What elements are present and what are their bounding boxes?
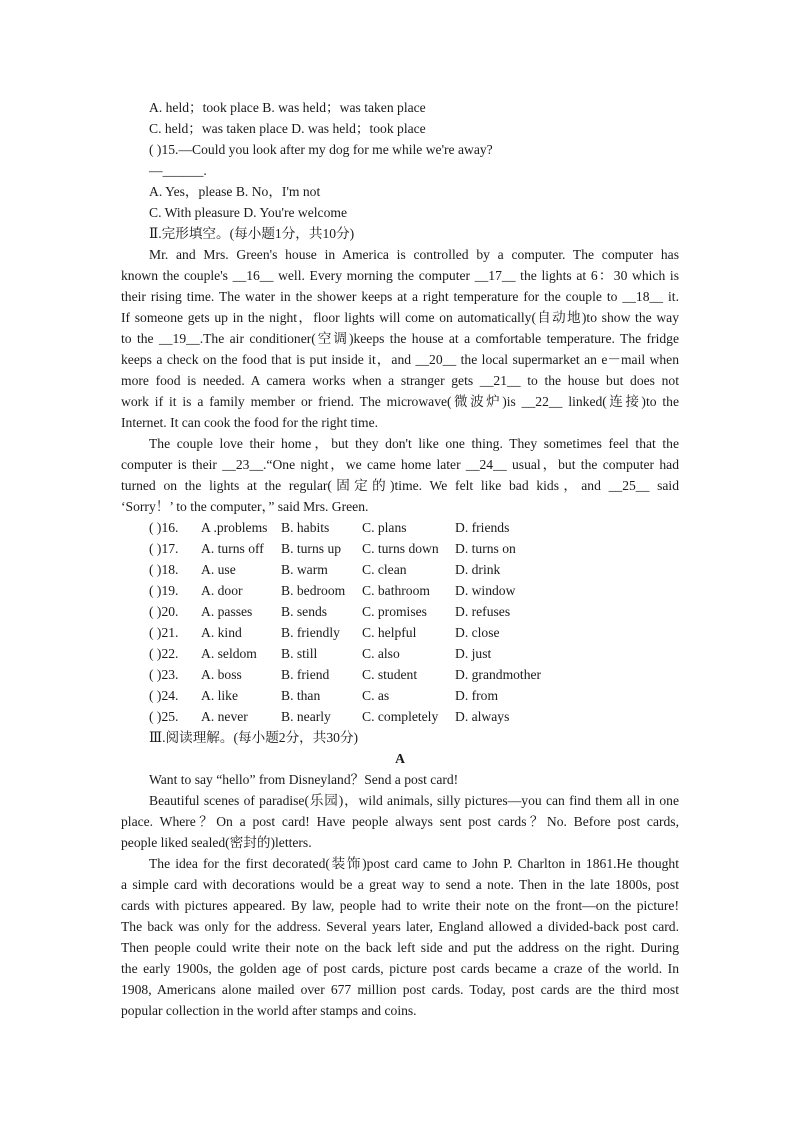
question-row <box>121 601 679 622</box>
reading-line: 1908, Americans alone mailed over 677 million post cards. Today, post cards are the third most <box>121 982 679 997</box>
option-c: C. as <box>362 688 390 703</box>
option-d: D. refuses <box>455 604 511 619</box>
question-number: ( )23. <box>149 667 179 682</box>
option-b: B. bedroom <box>281 583 346 598</box>
passage-line: keeps a check on the food that is put inside it，and __20__ the local supermarket an e－mail when <box>121 352 679 367</box>
question-number: ( )16. <box>149 520 179 535</box>
option-b: B. than <box>281 688 321 703</box>
option-b: B. nearly <box>281 709 331 724</box>
option-d: D. just <box>455 646 492 661</box>
reading-line: Beautiful scenes of paradise(乐园)，wild animals, silly pictures—you can find them all in one <box>149 793 679 808</box>
passage-line: more food is needed. A camera works when a stranger gets __21__ to the house but does not <box>121 373 679 388</box>
option-b: B. friend <box>281 667 330 682</box>
option-d: D. drink <box>455 562 501 577</box>
question-row <box>121 706 679 727</box>
option-c: C. turns down <box>362 541 439 556</box>
passage-line: work if it is a family member or friend. The microwave(微波炉)is __22__ linked(连接)to the <box>121 394 679 409</box>
option-a: A. like <box>201 688 238 703</box>
option-c: C. clean <box>362 562 407 577</box>
option-b: B. friendly <box>281 625 340 640</box>
option-c: C. promises <box>362 604 427 619</box>
question-row <box>121 664 679 685</box>
option-line: A. held；took place B. was held；was taken place <box>149 100 426 115</box>
passage-line: computer is their __23__.“One night，we came home later __24__ usual，but the computer had <box>121 457 679 472</box>
option-line: C. With pleasure D. You're welcome <box>149 205 347 220</box>
question-row <box>121 685 679 706</box>
option-b: B. sends <box>281 604 328 619</box>
passage-line: their rising time. The water in the shower keeps at a right temperature for the couple to __18__ it. <box>121 289 679 304</box>
question-number: ( )19. <box>149 583 179 598</box>
option-b: B. habits <box>281 520 330 535</box>
option-d: D. close <box>455 625 500 640</box>
option-d: D. window <box>455 583 516 598</box>
question-number: ( )18. <box>149 562 179 577</box>
option-c: C. student <box>362 667 418 682</box>
option-b: B. still <box>281 646 318 661</box>
reading-line: a simple card with decorations would be a great way to send a note. Then in the late 1800s, post <box>121 877 679 892</box>
question-row <box>121 580 679 601</box>
option-a: A .problems <box>201 520 268 535</box>
option-a: A. boss <box>201 667 242 682</box>
question-row <box>121 622 679 643</box>
option-b: B. warm <box>281 562 328 577</box>
passage-line: ‘Sorry！’ to the computer，” said Mrs. Green. <box>121 499 369 514</box>
reading-line: Want to say “hello” from Disneyland？Send a post card! <box>149 772 459 787</box>
passage-line: turned on the lights at the regular(固定的)time. We felt like bad kids，and __25__ said <box>121 478 679 493</box>
option-a: A. use <box>201 562 236 577</box>
passage-line: If someone gets up in the night，floor lights will come on automatically(自动地)to show the way <box>121 310 679 325</box>
option-line: C. held；was taken place D. was held；took place <box>149 121 426 136</box>
question-15: ( )15.—Could you look after my dog for me while we're away? <box>149 142 493 157</box>
reading-line: the early 1900s, the golden age of post cards, picture post cards became a craze of the world. In <box>121 961 679 976</box>
option-d: D. friends <box>455 520 510 535</box>
question-number: ( )24. <box>149 688 179 703</box>
option-d: D. always <box>455 709 510 724</box>
option-line: A. Yes，please B. No，I'm not <box>149 184 321 199</box>
option-a: A. never <box>201 709 248 724</box>
question-number: ( )22. <box>149 646 179 661</box>
document-page <box>121 97 679 1021</box>
question-number: ( )17. <box>149 541 179 556</box>
option-b: B. turns up <box>281 541 342 556</box>
passage-line: Internet. It can cook the food for the right time. <box>121 415 379 430</box>
passage-line: known the couple's __16__ well. Every morning the computer __17__ the lights at 6：30 which is <box>121 268 679 283</box>
reading-line: people liked sealed(密封的)letters. <box>121 835 312 850</box>
reading-line: The back was only for the address. Several years later, England allowed a divided-back post card. <box>121 919 679 934</box>
passage-line: The couple love their home，but they don't like one thing. They sometimes feel that the <box>149 436 679 451</box>
option-a: A. seldom <box>201 646 257 661</box>
reading-line: Then people could write their note on the back left side and put the address on the right. During <box>121 940 679 955</box>
question-row <box>121 643 679 664</box>
option-c: C. helpful <box>362 625 417 640</box>
option-c: C. plans <box>362 520 407 535</box>
option-d: D. from <box>455 688 499 703</box>
option-d: D. grandmother <box>455 667 542 682</box>
option-c: C. also <box>362 646 400 661</box>
question-row <box>121 538 679 559</box>
question-number: ( )20. <box>149 604 179 619</box>
section-3-title: Ⅲ.阅读理解。(每小题2分，共30分) <box>149 730 359 745</box>
option-c: C. completely <box>362 709 439 724</box>
reading-line: The idea for the first decorated(装饰)post card came to John P. Charlton in 1861.He thought <box>149 856 679 871</box>
option-a: A. door <box>201 583 243 598</box>
passage-line: Mr. and Mrs. Green's house in America is controlled by a computer. The computer has <box>149 247 679 262</box>
section-2-title: Ⅱ.完形填空。(每小题1分，共10分) <box>149 226 355 241</box>
option-d: D. turns on <box>455 541 516 556</box>
option-a: A. turns off <box>201 541 264 556</box>
option-c: C. bathroom <box>362 583 430 598</box>
option-a: A. kind <box>201 625 242 640</box>
reading-part-label: A <box>395 751 405 766</box>
question-row <box>121 559 679 580</box>
answer-blank: —______. <box>149 163 207 178</box>
option-a: A. passes <box>201 604 253 619</box>
reading-line: popular collection in the world after stamps and coins. <box>121 1003 417 1018</box>
reading-line: place. Where？On a post card! Have people always sent post cards？No. Before post cards, <box>121 814 679 829</box>
reading-line: cards with pictures appeared. By law, people had to write their note on the front—on the picture! <box>121 898 679 913</box>
question-number: ( )25. <box>149 709 179 724</box>
question-number: ( )21. <box>149 625 179 640</box>
passage-line: to the __19__.The air conditioner(空调)keeps the house at a comfortable temperature. The fridge <box>121 331 679 346</box>
question-row <box>121 517 679 538</box>
